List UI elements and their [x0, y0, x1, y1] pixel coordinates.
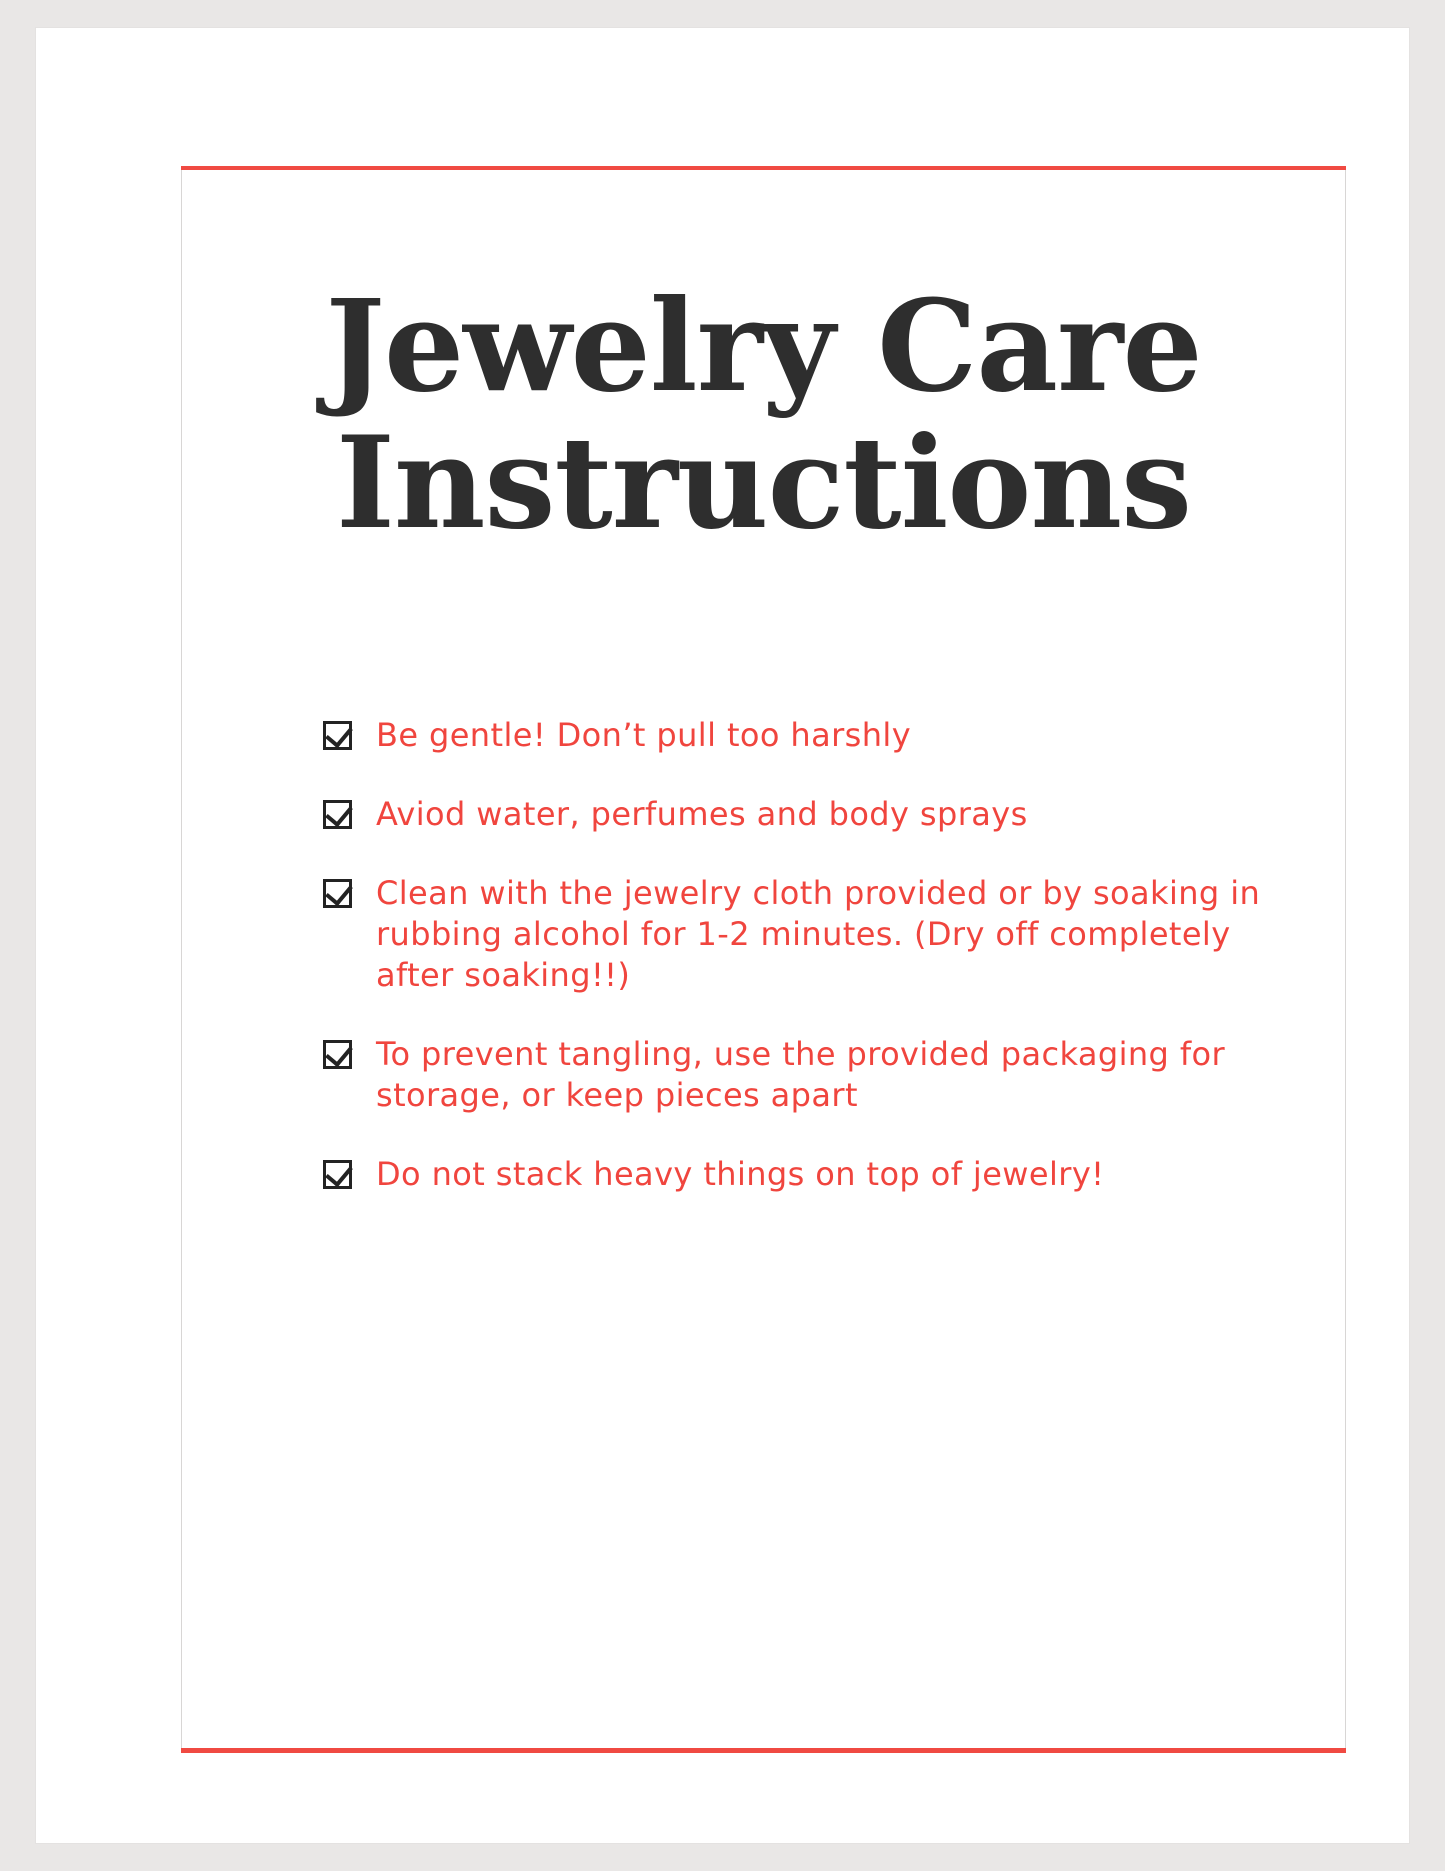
checkbox-checked-icon: [323, 1160, 352, 1189]
title-line-2: Instructions: [335, 408, 1192, 557]
list-item: [323, 794, 1276, 835]
checkbox-checked-icon: [323, 1040, 352, 1069]
checkbox-checked-icon: [323, 721, 352, 750]
list-item-label: To prevent tangling, use the provided packaging for storage, or keep pieces apart: [376, 1034, 1226, 1114]
checkbox-checked-icon: [323, 879, 352, 908]
list-item-label: Clean with the jewelry cloth provided or by soaking in rubbing alcohol for 1-2 minutes. (Dry off completely after soaking!!): [376, 873, 1261, 994]
title-line-1: Jewelry Care: [325, 272, 1202, 420]
page-title: [181, 272, 1346, 557]
list-item-label: Be gentle! Don’t pull too harshly: [376, 716, 912, 754]
checkbox-checked-icon: [323, 800, 352, 829]
care-instructions-list: [323, 715, 1276, 1195]
list-item-label: Aviod water, perfumes and body sprays: [376, 794, 1028, 833]
document-border-frame: [181, 166, 1346, 1753]
list-item: [323, 1154, 1276, 1195]
list-item: [323, 1034, 1276, 1116]
list-item: [323, 873, 1276, 996]
list-item: [323, 715, 1276, 756]
document-page: [36, 28, 1409, 1843]
list-item-label: Do not stack heavy things on top of jewelry!: [376, 1154, 1105, 1193]
